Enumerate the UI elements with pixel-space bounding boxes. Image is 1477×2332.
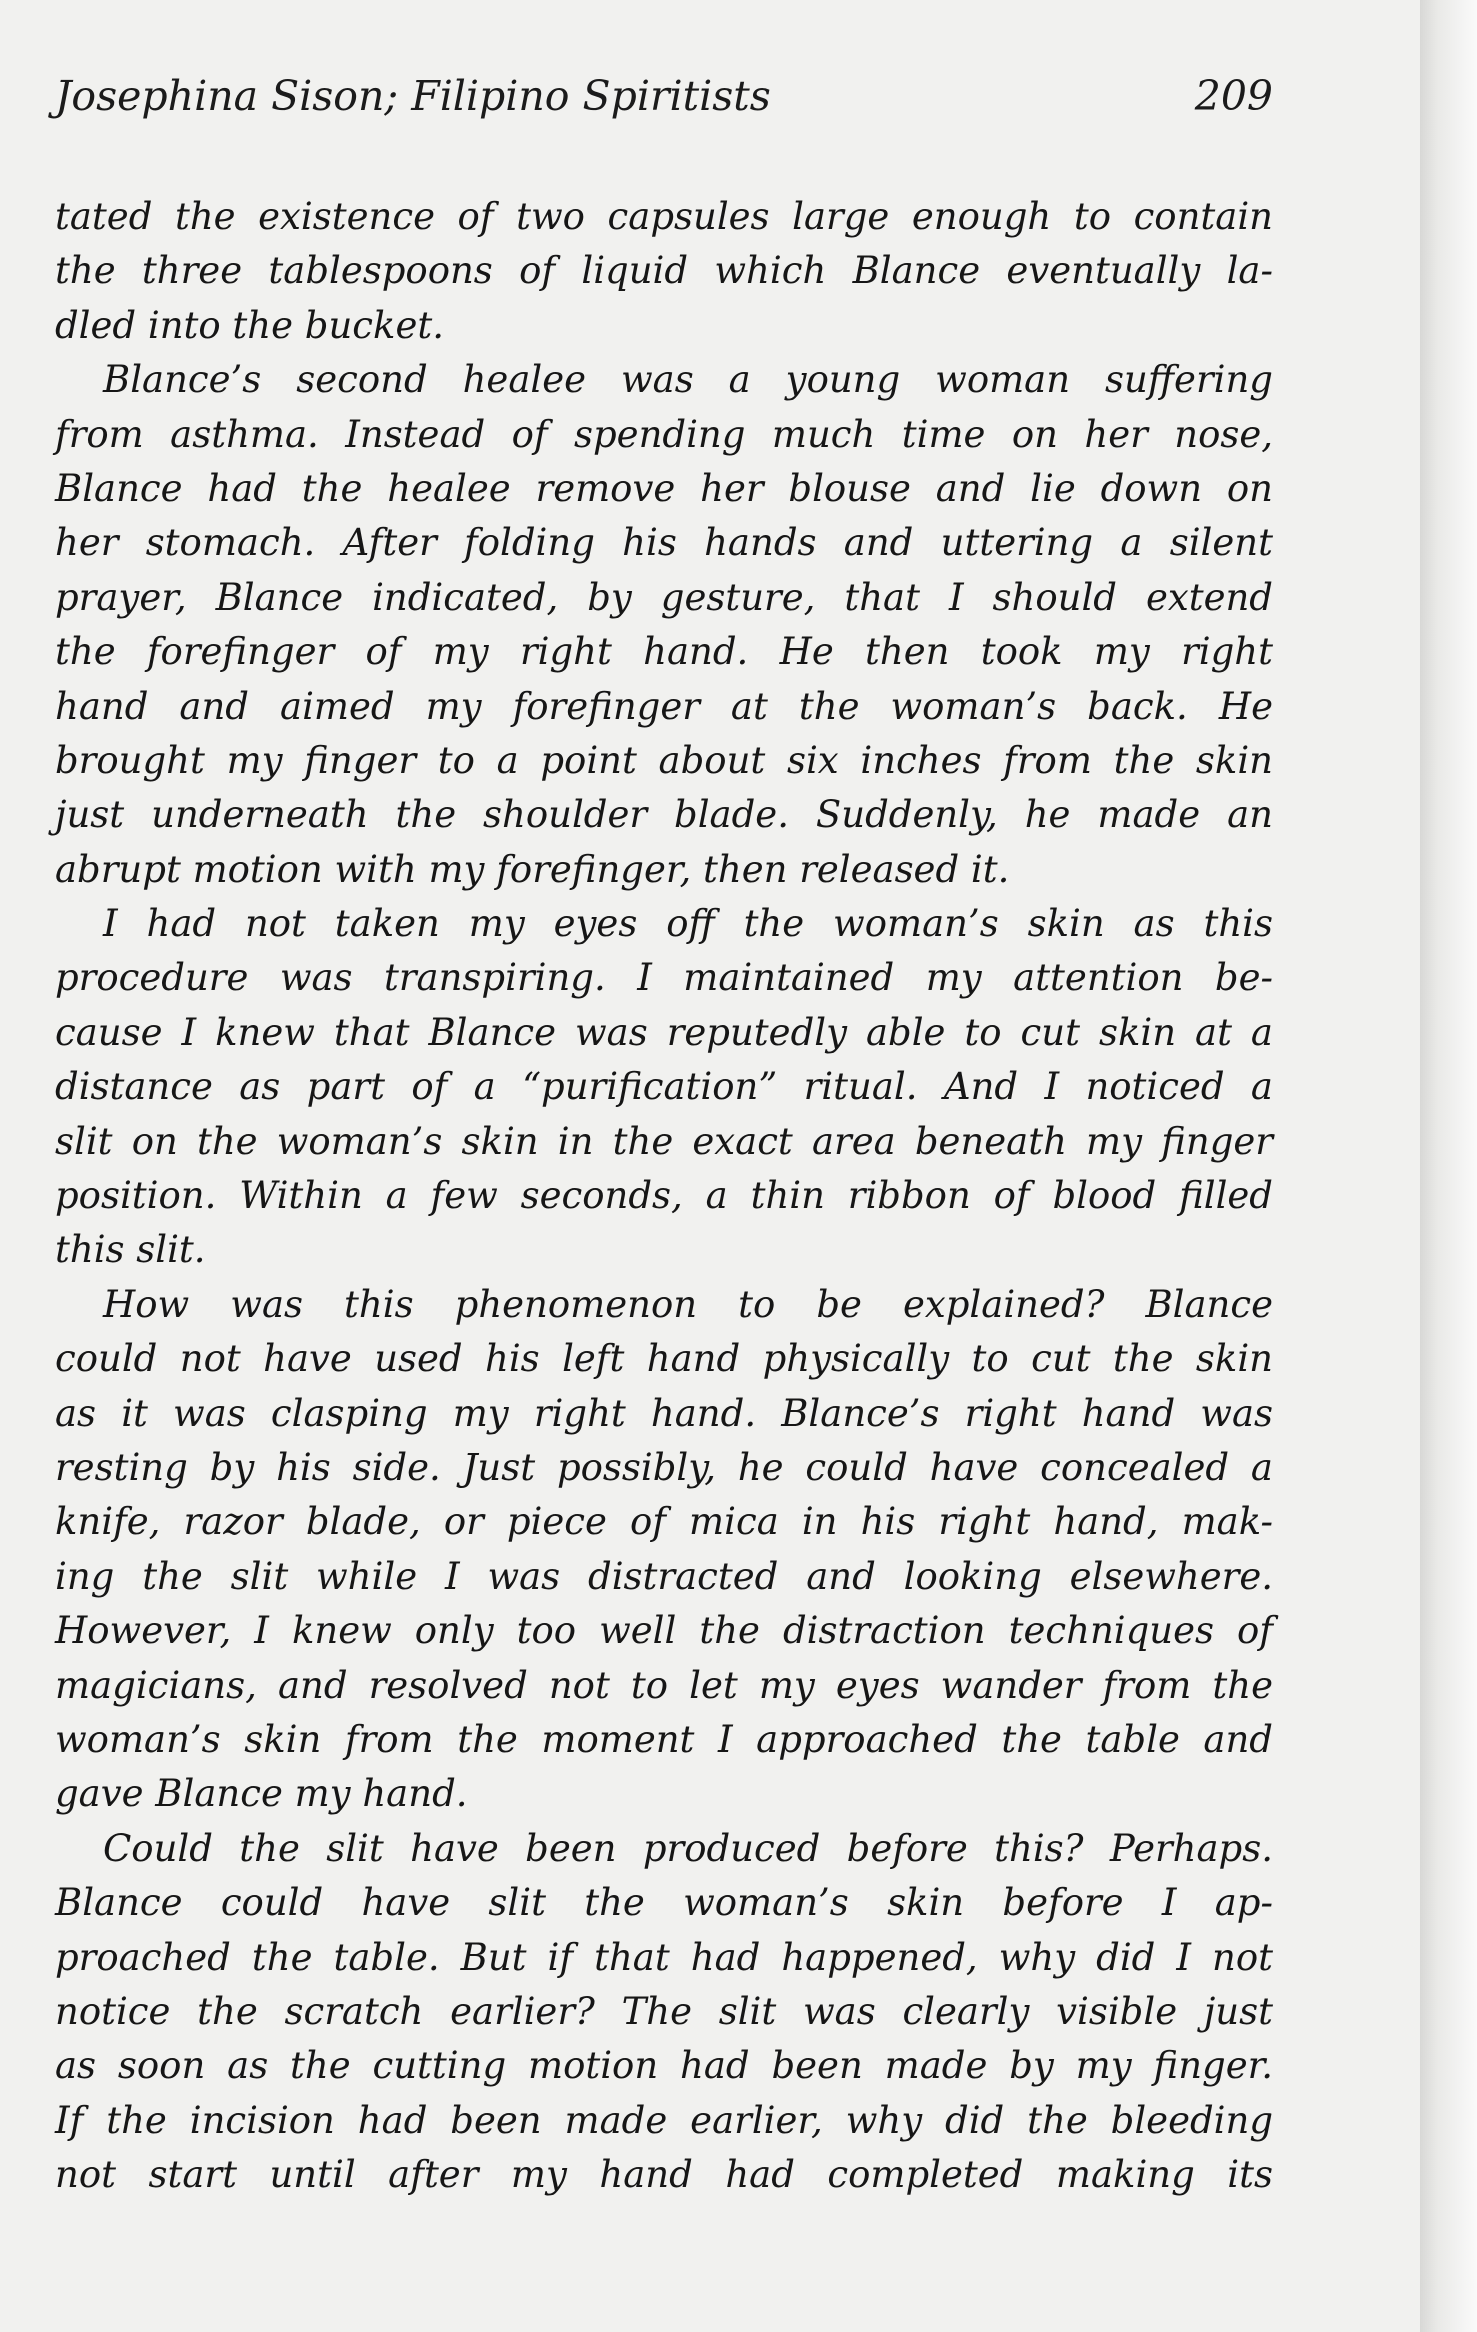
text-line: just underneath the shoulder blade. Suddenly, he made an	[55, 793, 1273, 837]
text-line: resting by his side. Just possibly, he could have concealed a	[55, 1445, 1273, 1489]
text-line: woman’s skin from the moment I approached the table and	[55, 1717, 1273, 1761]
text-line: hand and aimed my forefinger at the woman’s back. He	[55, 684, 1273, 728]
text-line: magicians, and resolved not to let my eyes wander from the	[55, 1663, 1273, 1707]
text-line: the forefinger of my right hand. He then took my right	[55, 630, 1273, 674]
text-line: I had not taken my eyes off the woman’s skin as this	[103, 902, 1273, 946]
text-line: tated the existence of two capsules large enough to contain	[55, 195, 1273, 238]
text-line: this slit.	[55, 1228, 206, 1272]
text-line: from asthma. Instead of spending much time on her nose,	[55, 412, 1273, 456]
text-line: not start until after my hand had completed making its	[55, 2153, 1273, 2197]
text-line: abrupt motion with my forefinger, then released it.	[55, 847, 1010, 891]
text-line: brought my finger to a point about six inches from the skin	[55, 738, 1273, 782]
text-line: Blance had the healee remove her blouse and lie down on	[55, 466, 1273, 510]
body-text	[55, 190, 1273, 2202]
text-line: ing the slit while I was distracted and looking elsewhere.	[55, 1554, 1273, 1598]
text-line: could not have used his left hand physically to cut the skin	[55, 1337, 1273, 1381]
text-line: prayer, Blance indicated, by gesture, that I should extend	[55, 575, 1273, 619]
text-line: knife, razor blade, or piece of mica in his right hand, mak-	[55, 1500, 1273, 1544]
text-line: slit on the woman’s skin in the exact area beneath my finger	[55, 1119, 1273, 1163]
text-line: as soon as the cutting motion had been made by my finger.	[55, 2044, 1273, 2088]
text-line: dled into the bucket.	[55, 303, 444, 347]
text-line: her stomach. After folding his hands and uttering a silent	[55, 521, 1273, 565]
text-line: the three tablespoons of liquid which Blance eventually la-	[55, 249, 1273, 293]
text-line: Could the slit have been produced before this? Perhaps.	[103, 1826, 1273, 1870]
running-header	[55, 66, 1273, 126]
text-line: procedure was transpiring. I maintained my attention be-	[55, 956, 1273, 1000]
text-line: gave Blance my hand.	[55, 1772, 468, 1816]
text-line: If the incision had been made earlier, why did the bleeding	[55, 2098, 1273, 2142]
page-number: 209	[1194, 72, 1273, 120]
text-line: Blance could have slit the woman’s skin before I ap-	[55, 1881, 1273, 1925]
text-line: How was this phenomenon to be explained? Blance	[103, 1282, 1273, 1326]
text-line: distance as part of a “purification” ritual. And I noticed a	[55, 1065, 1273, 1109]
text-line: proached the table. But if that had happened, why did I not	[55, 1935, 1273, 1979]
text-line: However, I knew only too well the distraction techniques of	[55, 1609, 1273, 1653]
text-line: Blance’s second healee was a young woman suffering	[103, 358, 1273, 402]
text-line: notice the scratch earlier? The slit was clearly visible just	[55, 1989, 1273, 2033]
running-header-title: Josephina Sison; Filipino Spiritists	[55, 72, 771, 120]
text-line: as it was clasping my right hand. Blance’s right hand was	[55, 1391, 1273, 1435]
page-edge-shadow	[1420, 0, 1477, 2332]
text-line: cause I knew that Blance was reputedly able to cut skin at a	[55, 1010, 1273, 1054]
text-line: position. Within a few seconds, a thin ribbon of blood filled	[55, 1174, 1273, 1218]
